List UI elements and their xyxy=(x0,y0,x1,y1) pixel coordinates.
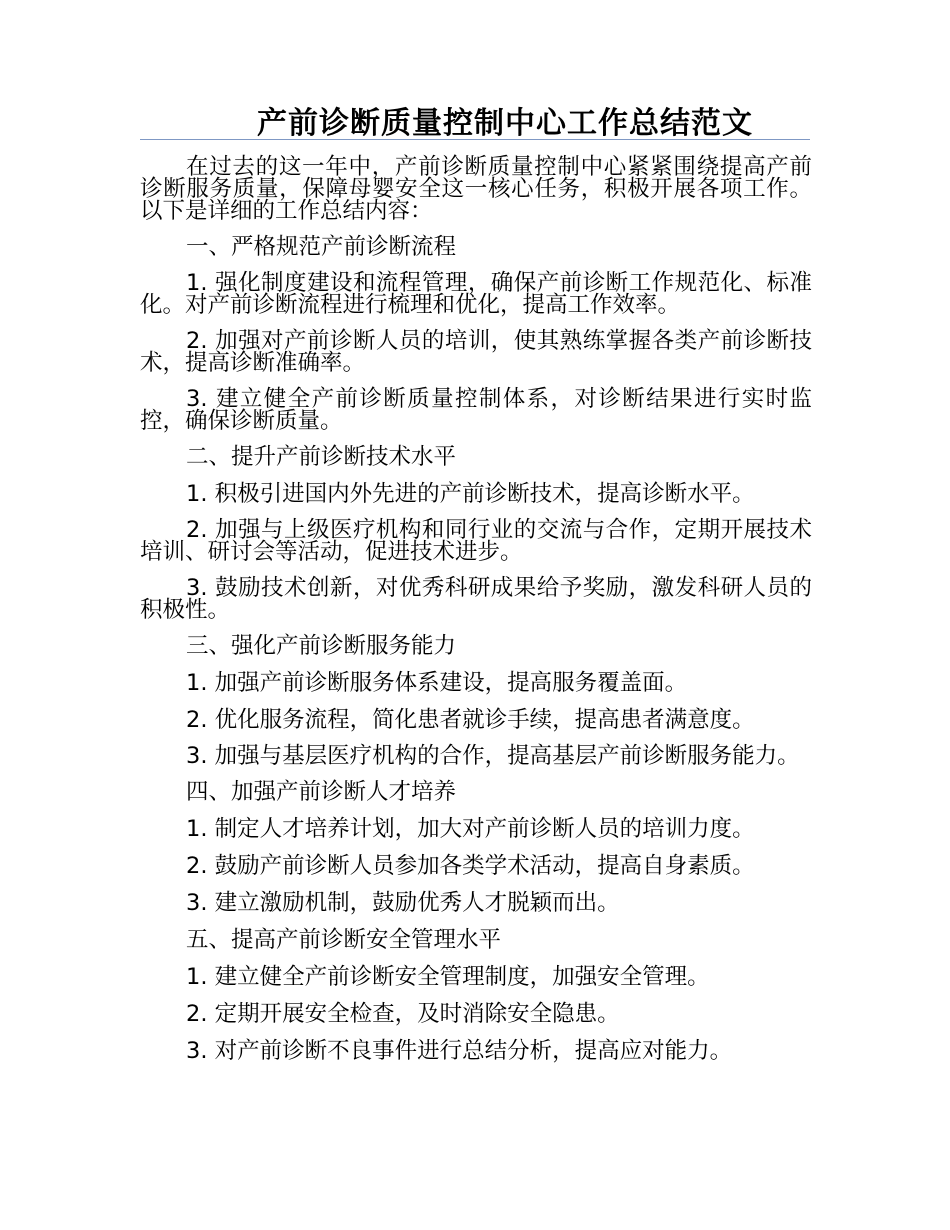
list-item: 2. 定期开展安全检查，及时消除安全隐患。 xyxy=(186,1001,620,1027)
title-underline xyxy=(140,139,810,140)
section-heading-1: 一、严格规范产前诊断流程 xyxy=(186,234,457,260)
list-item: 1. 制定人才培养计划，加大对产前诊断人员的培训力度。 xyxy=(186,816,755,842)
list-item: 3. 鼓励技术创新，对优秀科研成果给予奖励，激发科研人员的积极性。 xyxy=(140,575,812,623)
list-item: 3. 建立激励机制，鼓励优秀人才脱颖而出。 xyxy=(186,890,620,916)
list-item: 2. 优化服务流程，简化患者就诊手续，提高患者满意度。 xyxy=(186,707,755,733)
section-heading-4: 四、加强产前诊断人才培养 xyxy=(186,779,457,805)
list-item: 1. 建立健全产前诊断安全管理制度，加强安全管理。 xyxy=(186,964,710,990)
list-item: 3. 对产前诊断不良事件进行总结分析，提高应对能力。 xyxy=(186,1038,733,1064)
section-heading-5: 五、提高产前诊断安全管理水平 xyxy=(186,927,502,953)
section-heading-2: 二、提升产前诊断技术水平 xyxy=(186,444,457,470)
list-item: 3. 加强与基层医疗机构的合作，提高基层产前诊断服务能力。 xyxy=(186,743,800,769)
list-item: 1. 积极引进国内外先进的产前诊断技术，提高诊断水平。 xyxy=(186,481,755,507)
section-heading-3: 三、强化产前诊断服务能力 xyxy=(186,633,457,659)
document-body xyxy=(140,156,812,1063)
document-title: 产前诊断质量控制中心工作总结范文 xyxy=(257,106,753,141)
list-item: 2. 加强对产前诊断人员的培训，使其熟练掌握各类产前诊断技术，提高诊断准确率。 xyxy=(140,328,812,376)
intro-paragraph: 在过去的这一年中，产前诊断质量控制中心紧紧围绕提高产前诊断服务质量，保障母婴安全这一核心任务，积极开展各项工作。以下是详细的工作总结内容： xyxy=(140,154,812,224)
list-item: 1. 强化制度建设和流程管理，确保产前诊断工作规范化、标准化。对产前诊断流程进行梳理和优化，提高工作效率。 xyxy=(140,270,812,318)
list-item: 2. 加强与上级医疗机构和同行业的交流与合作，定期开展技术培训、研讨会等活动，促进技术进步。 xyxy=(140,517,812,565)
list-item: 2. 鼓励产前诊断人员参加各类学术活动，提高自身素质。 xyxy=(186,853,755,879)
list-item: 3. 建立健全产前诊断质量控制体系，对诊断结果进行实时监控，确保诊断质量。 xyxy=(140,386,812,434)
list-item: 1. 加强产前诊断服务体系建设，提高服务覆盖面。 xyxy=(186,670,688,696)
